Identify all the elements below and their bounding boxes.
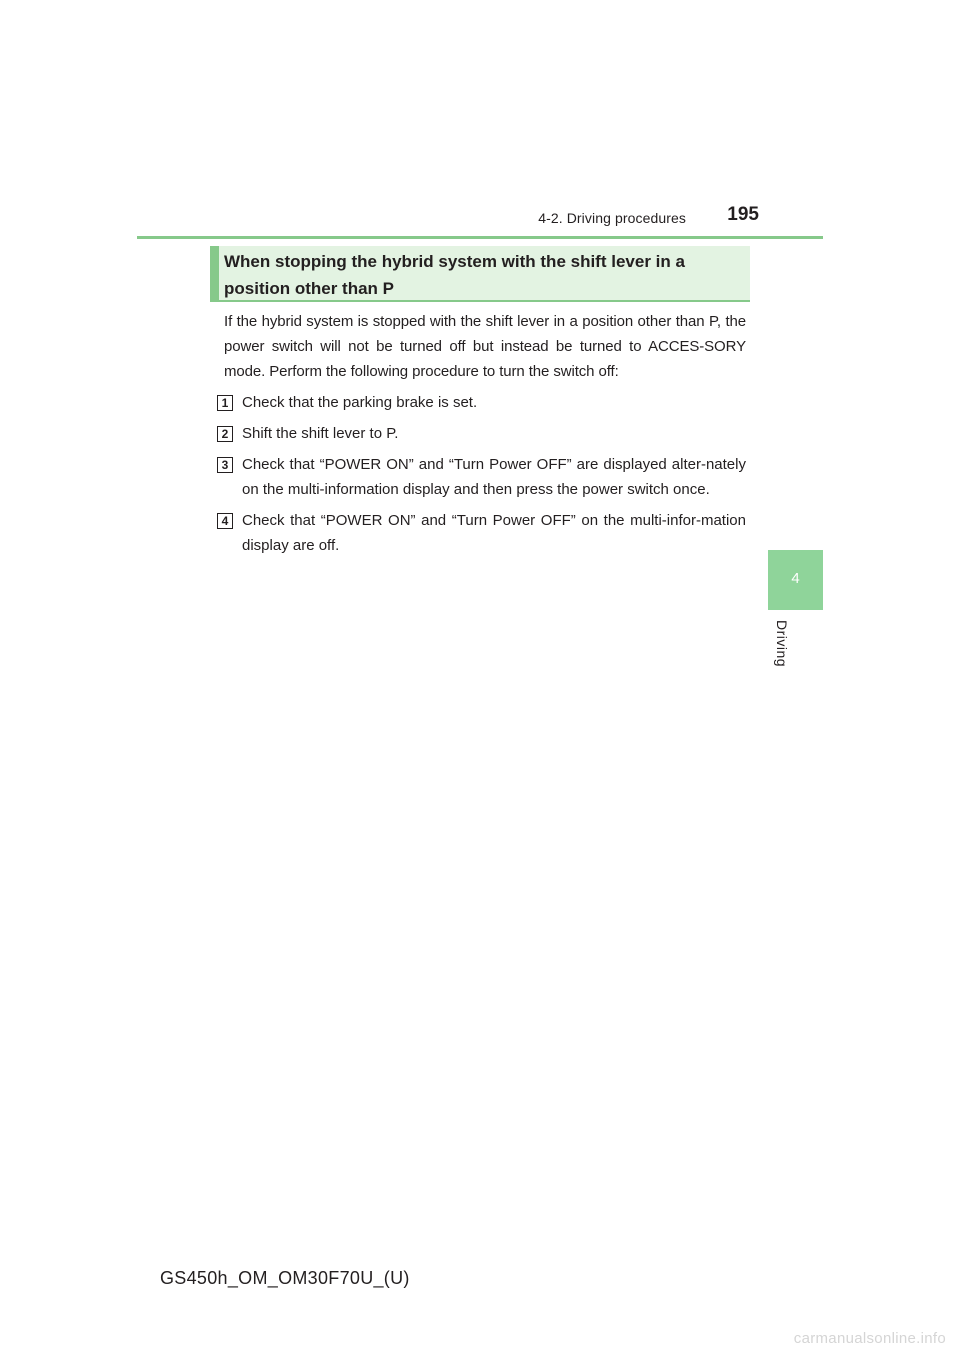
step-item <box>221 508 746 558</box>
chapter-tab <box>768 550 823 610</box>
page-header <box>137 200 823 239</box>
step-item <box>221 390 746 415</box>
procedure-steps <box>221 390 746 558</box>
step-number-badge: 2 <box>217 426 233 442</box>
step-text: Check that “POWER ON” and “Turn Power OFF” are displayed alter-nately on the multi-information display and then press the power switch once. <box>242 456 746 498</box>
step-item <box>221 421 746 446</box>
step-text: Check that “POWER ON” and “Turn Power OFF” on the multi-infor-mation display are off. <box>242 512 746 554</box>
step-number-badge: 3 <box>217 457 233 473</box>
watermark: carmanualsonline.info <box>793 1330 946 1347</box>
header-section-title: 4-2. Driving procedures <box>538 210 686 226</box>
step-number-badge: 1 <box>217 395 233 411</box>
step-text: Check that the parking brake is set. <box>242 394 478 411</box>
section-title: When stopping the hybrid system with the shift lever in a position other than P <box>224 252 685 298</box>
step-item <box>221 452 746 502</box>
step-text: Shift the shift lever to P. <box>242 425 399 442</box>
chapter-label: Driving <box>774 620 790 668</box>
document-code-footer: GS450h_OM_OM30F70U_(U) <box>160 1268 410 1288</box>
section-heading-box <box>210 246 750 302</box>
section-body <box>221 309 746 564</box>
page-number: 195 <box>727 204 759 225</box>
intro-paragraph: If the hybrid system is stopped with the shift lever in a position other than P, the power switch will not be turned off but instead be turned to ACCES-SORY mode. Perform the following procedure to turn the switch off: <box>224 313 746 380</box>
chapter-number: 4 <box>791 570 800 587</box>
step-number-badge: 4 <box>217 513 233 529</box>
